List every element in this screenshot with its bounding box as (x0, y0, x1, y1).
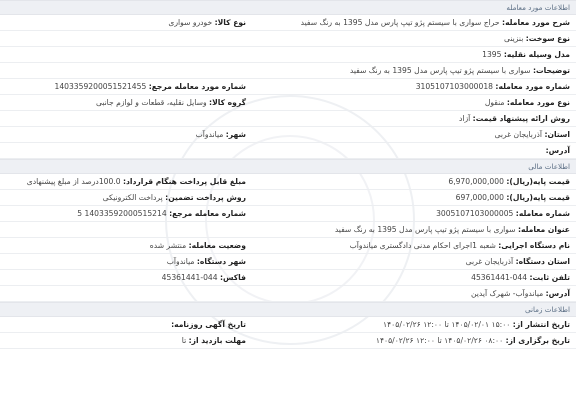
field-label: مدل وسیله نقلیه: (503, 50, 570, 59)
field-label: روش پرداخت تضمین: (165, 193, 246, 202)
field-label: نوع کالا: (214, 18, 246, 27)
field-value: 100.0درصد از مبلغ پیشنهادی (26, 177, 121, 186)
table-row (0, 15, 576, 31)
row-text (150, 238, 246, 253)
field-value: 044-45361441 (161, 273, 218, 282)
row-text (167, 254, 246, 269)
field-label: شماره مورد معامله: (495, 82, 570, 91)
table-row (0, 238, 576, 254)
field-value: 6,970,000,000 (448, 177, 504, 186)
table-row (0, 317, 576, 333)
row-text (376, 333, 570, 348)
row-text (171, 317, 246, 332)
row-text (416, 79, 570, 94)
table-row (0, 254, 576, 270)
field-value: منتشر شده (149, 241, 187, 250)
field-label: استان دستگاه: (515, 257, 570, 266)
field-value: شعبه 1اجرای احکام مدنی دادگستری میاندوآب (349, 241, 496, 250)
row-text (482, 47, 570, 62)
row-text (196, 127, 246, 142)
field-label: عنوان معامله: (517, 225, 570, 234)
table-row (0, 143, 576, 159)
field-label: مهلت بازدید از: (188, 336, 246, 345)
field-value: 1403359200051521455 (54, 82, 147, 91)
field-label: نوع سوخت: (525, 34, 570, 43)
row-text (448, 174, 570, 189)
field-label: شهر: (225, 130, 246, 139)
field-value: 3005107103000005 (436, 209, 514, 218)
field-label: آدرس: (545, 289, 570, 298)
table-row (0, 63, 576, 79)
field-value: سواری با سیستم پژو تیپ پارس مدل 1395 به رنگ سفید (334, 225, 516, 234)
row-text (504, 31, 570, 46)
row-text (471, 286, 570, 301)
field-value: منقول (484, 98, 505, 107)
row-text (471, 270, 570, 285)
table-row (0, 95, 576, 111)
table-row (0, 222, 576, 238)
section-header-item: اطلاعات مورد معامله (0, 0, 576, 15)
field-label: قیمت پایه(ریال): (506, 177, 570, 186)
field-value: ۰۸:۰۰ ۱۴۰۵/۰۲/۲۶ تا ۱۲:۰۰ ۱۴۰۵/۰۲/۲۶ (375, 336, 504, 345)
field-value: 14033592000515214 5 (77, 209, 167, 218)
row-text (350, 63, 570, 78)
row-text (383, 317, 570, 332)
field-label: نام دستگاه اجرایی: (498, 241, 570, 250)
field-label: آدرس: (545, 146, 570, 155)
field-label: تاریخ برگزاری از: (505, 336, 570, 345)
row-text (436, 206, 570, 221)
field-value: بنزینی (504, 34, 524, 43)
row-text (466, 254, 570, 269)
field-value: 044-45361441 (471, 273, 528, 282)
row-text (350, 238, 570, 253)
row-text (168, 15, 246, 30)
field-label: شهر دستگاه: (196, 257, 246, 266)
field-value: حراج سواری با سیستم پژو تیپ پارس مدل 1395 به رنگ سفید (300, 18, 500, 27)
row-text (456, 190, 570, 205)
table-row (0, 79, 576, 95)
field-label: قیمت پایه(ریال): (506, 193, 570, 202)
field-value: آذربایجان غربی (494, 130, 543, 139)
row-text (301, 15, 570, 30)
field-label: مبلغ قابل پرداخت هنگام قرارداد: (122, 177, 246, 186)
row-text (459, 111, 570, 126)
field-label: تاریخ انتشار از: (512, 320, 570, 329)
field-value: آذربایجان غربی (465, 257, 514, 266)
table-row (0, 111, 576, 127)
field-label: شماره مورد معامله مرجع: (148, 82, 246, 91)
field-label: استان: (544, 130, 570, 139)
field-label: شماره معامله: (515, 209, 570, 218)
table-row (0, 333, 576, 349)
row-text (54, 79, 246, 94)
section-header-financial: اطلاعات مالی (0, 159, 576, 174)
field-value: میاندوآب (166, 257, 195, 266)
row-text (103, 190, 246, 205)
table-row (0, 190, 576, 206)
table-row (0, 47, 576, 63)
row-text (96, 95, 246, 110)
row-text (485, 95, 570, 110)
field-label: شرح مورد معامله: (502, 18, 570, 27)
row-text (77, 206, 246, 221)
field-label: گروه کالا: (209, 98, 246, 107)
field-value: میاندوآب- شهرک آیدین (470, 289, 544, 298)
table-row (0, 127, 576, 143)
field-label: توضیحات: (532, 66, 570, 75)
table-row (0, 206, 576, 222)
field-label: روش ارائه پیشنهاد قیمت: (472, 114, 570, 123)
field-value: تا (181, 336, 187, 345)
row-text (335, 222, 570, 237)
field-value: خودرو سواری (168, 18, 213, 27)
table-row (0, 31, 576, 47)
field-label: فاکس: (219, 273, 246, 282)
field-value: پرداخت الکترونیکی (102, 193, 163, 202)
row-text (546, 143, 570, 158)
field-value: ۱۵:۰۰ ۱۴۰۵/۰۲/۰۱ تا ۱۲:۰۰ ۱۴۰۵/۰۲/۲۶ (383, 320, 511, 329)
field-value: آزاد (458, 114, 471, 123)
table-row (0, 270, 576, 286)
row-text (27, 174, 246, 189)
field-label: نوع مورد معامله: (506, 98, 570, 107)
field-value: میاندوآب (195, 130, 224, 139)
row-text (182, 333, 246, 348)
field-value: 3105107103000018 (415, 82, 493, 91)
table-row (0, 286, 576, 302)
section-header-time: اطلاعات زمانی (0, 302, 576, 317)
field-label: تاریخ آگهی روزنامه: (171, 320, 246, 329)
field-label: شماره معامله مرجع: (169, 209, 246, 218)
row-text (495, 127, 570, 142)
field-value: 1395 (482, 50, 502, 59)
row-text (162, 270, 246, 285)
field-value: 697,000,000 (455, 193, 504, 202)
field-value: وسایل نقلیه، قطعات و لوازم جانبی (95, 98, 207, 107)
field-label: تلفن ثابت: (529, 273, 570, 282)
field-label: وضعیت معامله: (188, 241, 246, 250)
table-row (0, 174, 576, 190)
field-value: سواری با سیستم پژو تیپ پارس مدل 1395 به رنگ سفید (349, 66, 531, 75)
